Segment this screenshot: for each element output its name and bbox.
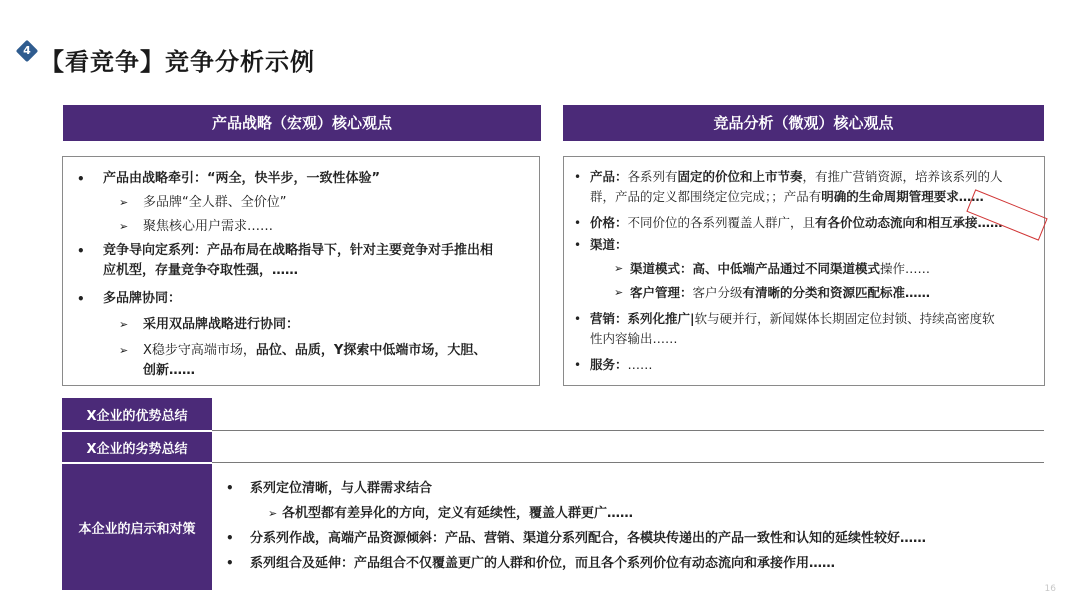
- strategy-item-positioning-text: 系列定位清晰，与人群需求结合: [250, 481, 433, 496]
- right-item-product-t3: 群，产品的定义都围绕定位完成；；产品有: [590, 189, 822, 204]
- right-subitem-channel-mode: [564, 259, 1044, 279]
- strategy-item-portfolio-text: 系列组合及延伸：产品组合不仅覆盖更广的人群和价位，而且各个系列价位有动态流向和承接作用……: [250, 556, 836, 571]
- strategy-subitem-differentiation: [226, 502, 926, 525]
- left-subitem-markets-a: X稳步守高端市场，: [143, 343, 256, 358]
- right-subitem-channel-mode-b: 渠道模式：高、中低端产品通过不同渠道模式: [630, 261, 881, 276]
- strategy-item-series-text: 分系列作战，高端产品资源倾斜：产品、营销、渠道分系列配合，各模块传递出的产品一致性和认知的延续性较好……: [250, 531, 927, 546]
- right-item-price-b1: 有各价位动态流向和相互承接……: [815, 215, 1003, 230]
- right-panel-box: [563, 156, 1045, 386]
- right-item-marketing-label: 营销：: [590, 311, 628, 326]
- bullet-icon: •: [226, 556, 234, 570]
- right-item-price-t1: 不同价位的各系列覆盖人群广，且: [627, 215, 816, 230]
- bullet-icon: •: [574, 238, 582, 252]
- left-panel-header: 产品战略（宏观）核心观点: [63, 105, 541, 141]
- bullet-icon: •: [226, 481, 234, 495]
- right-subitem-customer-b2: 有清晰的分类和资源匹配标准……: [742, 285, 931, 300]
- left-subitem-multibrand: [63, 193, 539, 213]
- row-label-disadvantage: X企业的劣势总结: [62, 432, 212, 462]
- bullet-icon: •: [574, 358, 582, 372]
- arrow-bullet-icon: ➢: [119, 196, 129, 209]
- right-item-service-label: 服务：: [590, 357, 628, 372]
- number-badge-icon: [16, 40, 38, 62]
- right-item-price-label: 价格：: [590, 215, 628, 230]
- bullet-icon: •: [77, 172, 85, 186]
- row-label-strategy: 本企业的启示和对策: [62, 464, 212, 590]
- arrow-bullet-icon: ➢: [614, 286, 624, 299]
- right-item-channel: [564, 235, 1044, 255]
- row-label-advantage: X企业的优势总结: [62, 398, 212, 430]
- left-panel-box: [62, 156, 540, 386]
- right-item-marketing: [564, 309, 1044, 349]
- row-divider: [212, 430, 1044, 431]
- strategy-subitem-differentiation-text: 各机型都有差异化的方向，定义有延续性，覆盖人群更广……: [282, 506, 634, 521]
- arrow-bullet-icon: ➢: [119, 344, 129, 357]
- strategy-list: [226, 477, 926, 575]
- right-item-marketing-t2: 性内容输出……: [590, 331, 678, 346]
- right-item-product-b1: 固定的价位和上市节奏: [677, 169, 803, 184]
- left-subitem-markets: [63, 341, 539, 381]
- left-item-strategy-label: 产品由战略牵引：“两全，快半步，一致性体验”: [103, 171, 381, 186]
- right-item-marketing-b1: 系列化推广|: [627, 311, 695, 326]
- right-item-product-t1: 各系列有: [627, 169, 678, 184]
- left-subitem-focus-text: 聚焦核心用户需求……: [143, 219, 274, 234]
- right-subitem-customer-t: 客户分级: [692, 285, 743, 300]
- right-item-marketing-t1: 软与硬并行，新闻媒体长期固定位封锁、持续高密度软: [694, 311, 995, 326]
- right-item-product-b2: 明确的生命周期管理要求……: [821, 189, 984, 204]
- right-item-service: [564, 355, 1044, 375]
- strategy-item-positioning: [226, 477, 926, 500]
- page-number: 16: [1044, 584, 1056, 594]
- strategy-item-portfolio: [226, 552, 926, 575]
- left-item-competition: [63, 241, 539, 281]
- left-subitem-markets-c: 创新……: [143, 363, 196, 378]
- right-subitem-channel-mode-t: 操作……: [880, 261, 931, 276]
- left-item-synergy: [63, 289, 539, 309]
- left-subitem-dual-brand: [63, 315, 539, 335]
- right-subitem-customer: [564, 283, 1044, 303]
- left-item-competition-line2: 应机型，存量竞争夺取性强，……: [103, 263, 299, 278]
- arrow-bullet-icon: ➢: [119, 220, 129, 233]
- left-subitem-multibrand-text: 多品牌“全人群、全价位”: [143, 195, 287, 210]
- right-item-channel-label: 渠道：: [590, 237, 628, 252]
- right-item-product-label: 产品：: [590, 169, 628, 184]
- bullet-icon: •: [77, 244, 85, 258]
- bullet-icon: •: [574, 312, 582, 326]
- left-subitem-focus: [63, 217, 539, 237]
- left-subitem-dual-brand-text: 采用双品牌战略进行协同：: [143, 317, 300, 332]
- right-item-price: [564, 213, 1044, 233]
- arrow-bullet-icon: ➢: [268, 507, 278, 520]
- right-subitem-customer-b1: 客户管理：: [630, 285, 693, 300]
- slide-title-row: [16, 42, 315, 76]
- right-panel-header: 竞品分析（微观）核心观点: [563, 105, 1044, 141]
- arrow-bullet-icon: ➢: [614, 262, 624, 275]
- arrow-bullet-icon: ➢: [119, 318, 129, 331]
- left-subitem-markets-b: 品位、品质，Y探索中低端市场，大胆、: [255, 343, 487, 358]
- left-item-synergy-label: 多品牌协同：: [103, 291, 182, 306]
- bullet-icon: •: [574, 216, 582, 230]
- strategy-item-series: [226, 527, 926, 550]
- left-item-strategy: [63, 169, 539, 189]
- left-item-competition-line1: 竞争导向定系列：产品布局在战略指导下，针对主要竞争对手推出相: [103, 243, 494, 258]
- bullet-icon: •: [77, 292, 85, 306]
- right-item-service-t: ……: [627, 357, 653, 372]
- section-number: 4: [23, 44, 31, 57]
- right-item-product-t2: ，有推广营销资源，培养该系列的人: [802, 169, 1003, 184]
- slide-title: 【看竞争】竞争分析示例: [40, 47, 315, 76]
- row-divider: [212, 462, 1044, 463]
- bullet-icon: •: [226, 531, 234, 545]
- bullet-icon: •: [574, 170, 582, 184]
